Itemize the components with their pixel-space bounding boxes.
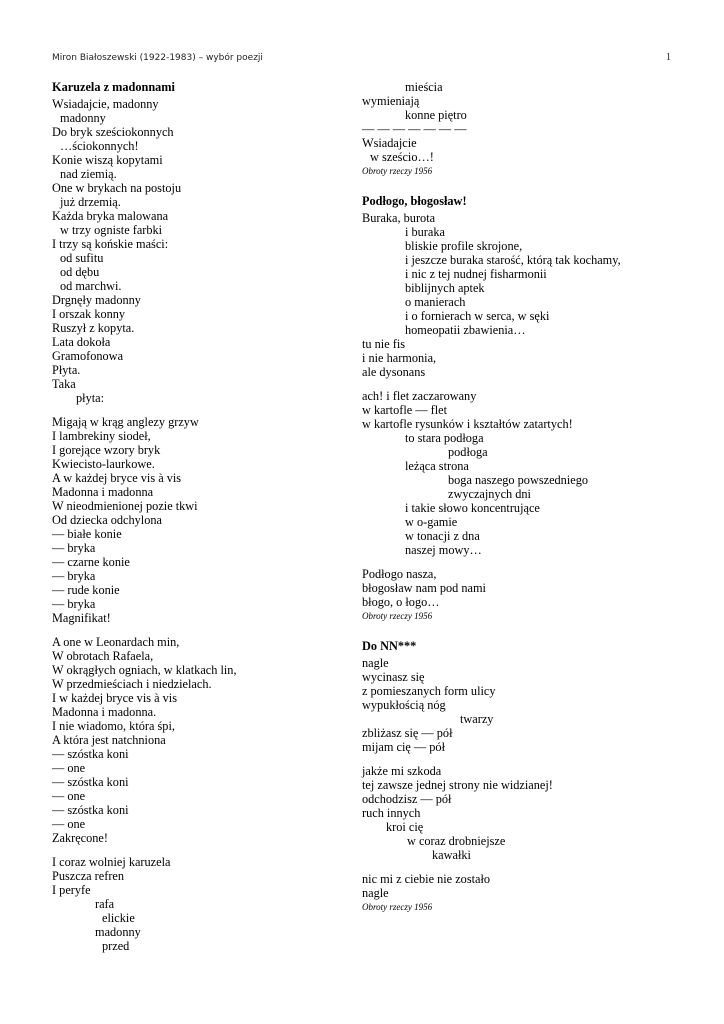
poem-line: …ściokonnych!: [60, 139, 139, 153]
poem-line: W obrotach Rafaela,: [52, 649, 154, 663]
poem-line: nic mi z ciebie nie zostało: [362, 872, 491, 886]
poem-line: Płyta.: [52, 363, 81, 377]
poem-line: od dębu: [60, 265, 100, 279]
poem-line: Kwiecisto-laurkowe.: [52, 457, 155, 471]
stanza-gap: [52, 845, 352, 855]
poem-line: — one: [52, 817, 86, 831]
poem-line: już drzemią.: [60, 195, 121, 209]
poem-line: I w każdej bryce vis à vis: [52, 691, 177, 705]
poem-line: A która jest natchniona: [52, 733, 166, 747]
poem-line: twarzy: [460, 712, 494, 726]
poem-line: W przedmieściach i niedzielach.: [52, 677, 212, 691]
poem-line: to stara podłoga: [405, 431, 484, 445]
poem-line: w kartofle — flet: [362, 403, 448, 417]
poem-line: błogosław nam pod nami: [362, 581, 486, 595]
stanza-gap: [362, 379, 702, 389]
poem-line: i jeszcze buraka starość, którą tak kochamy,: [405, 253, 621, 267]
poem-line: z pomieszanych form ulicy: [362, 684, 496, 698]
poem-line: konne piętro: [405, 108, 467, 122]
poem-line: Magnifikat!: [52, 611, 111, 625]
poem-line: I orszak konny: [52, 307, 126, 321]
poem-line: I coraz wolniej karuzela: [52, 855, 171, 869]
poem-line: ale dysonans: [362, 365, 426, 379]
poem-line: — szóstka koni: [52, 803, 129, 817]
poem-line: jakże mi szkoda: [362, 764, 442, 778]
stanza-gap: [362, 178, 702, 194]
poem-line: od sufitu: [60, 251, 104, 265]
poem-line: Ruszył z kopyta.: [52, 321, 135, 335]
poem-column-right: [362, 80, 702, 914]
poem-line: W okrągłych ogniach, w klatkach lin,: [52, 663, 237, 677]
poem-line: w sześcio…!: [370, 150, 434, 164]
poem-line: — białe konie: [52, 527, 122, 541]
poem-line: homeopatii zbawienia…: [405, 323, 526, 337]
poem-line: w tonacji z dna: [405, 529, 480, 543]
poem-line: zbliżasz się — pół: [362, 726, 453, 740]
poem-line: — bryka: [52, 541, 96, 555]
poem-line: A w każdej bryce vis à vis: [52, 471, 182, 485]
poem-line: Puszcza refren: [52, 869, 125, 883]
poem-line: Do bryk sześciokonnych: [52, 125, 174, 139]
poem-line: rafa: [95, 897, 115, 911]
poem-line: nad ziemią.: [60, 167, 117, 181]
poem-line: w coraz drobniejsze: [407, 834, 506, 848]
source-note: Obroty rzeczy 1956: [362, 611, 433, 621]
poem-line: i nie harmonia,: [362, 351, 437, 365]
poem-line: W nieodmienionej pozie tkwi: [52, 499, 198, 513]
poem-line: I peryfe: [52, 883, 91, 897]
poem-line: wycinasz się: [362, 670, 425, 684]
poem-line: od marchwi.: [60, 279, 122, 293]
poem-line: i takie słowo koncentrujące: [405, 501, 540, 515]
stanza-gap: [362, 557, 702, 567]
poem-line: i nic z tej nudnej fisharmonii: [405, 267, 547, 281]
poem-line: płyta:: [76, 391, 105, 405]
poem-line: leżąca strona: [405, 459, 469, 473]
poem-title: Podłogo, błogosław!: [362, 194, 467, 208]
poem-line: Zakręcone!: [52, 831, 108, 845]
poem-line: zwyczajnych dni: [448, 487, 531, 501]
poem-line: Migają w krąg anglezy grzyw: [52, 415, 199, 429]
source-note: Obroty rzeczy 1956: [362, 166, 433, 176]
poem-line: o manierach: [405, 295, 466, 309]
poem-line: One w brykach na postoju: [52, 181, 182, 195]
poem-line: Konie wiszą kopytami: [52, 153, 163, 167]
poem-line: — bryka: [52, 597, 96, 611]
stanza-gap: [52, 405, 352, 415]
poem-line: wypukłością nóg: [362, 698, 446, 712]
poem-line: nagle: [362, 886, 389, 900]
poem-line: Taka: [52, 377, 76, 391]
poem-line: I gorejące wzory bryk: [52, 443, 161, 457]
page-number: 1: [666, 52, 671, 63]
poem-line: podłoga: [448, 445, 488, 459]
poem-line: biblijnych aptek: [405, 281, 485, 295]
poem-line: — rude konie: [52, 583, 120, 597]
poem-line: — — — — — — —: [362, 122, 467, 136]
poem-line: — bryka: [52, 569, 96, 583]
poem-line: Wsiadajcie, madonny: [52, 97, 159, 111]
poem-line: w kartofle rysunków i kształtów zatartych!: [362, 417, 573, 431]
poem-line: w o-gamie: [405, 515, 458, 529]
poem-line: elickie: [102, 911, 135, 925]
poem-line: madonny: [95, 925, 141, 939]
poem-line: ach! i flet zaczarowany: [362, 389, 477, 403]
poem-line: I lambrekiny siodeł,: [52, 429, 151, 443]
poem-line: kawałki: [432, 848, 471, 862]
poem-line: ruch innych: [362, 806, 421, 820]
poem-line: Drgnęły madonny: [52, 293, 141, 307]
poem-line: Każda bryka malowana: [52, 209, 169, 223]
poem-line: nagle: [362, 656, 389, 670]
poem-line: A one w Leonardach min,: [52, 635, 180, 649]
poem-line: tu nie fis: [362, 337, 406, 351]
poem-line: błogo, o łogo…: [362, 595, 440, 609]
poem-line: bliskie profile skrojone,: [405, 239, 523, 253]
poem-line: Lata dokoła: [52, 335, 111, 349]
poem-line: I nie wiadomo, która śpi,: [52, 719, 175, 733]
poem-column-left: [52, 80, 352, 953]
poem-line: Od dziecka odchylona: [52, 513, 162, 527]
poem-line: — szóstka koni: [52, 775, 129, 789]
poem-title: Karuzela z madonnami: [52, 80, 175, 94]
poem-line: — czarne konie: [52, 555, 130, 569]
poem-line: naszej mowy…: [405, 543, 482, 557]
poem-line: Madonna i madonna: [52, 485, 154, 499]
poem-line: — szóstka koni: [52, 747, 129, 761]
poem-line: i buraka: [405, 225, 445, 239]
source-note: Obroty rzeczy 1956: [362, 902, 433, 912]
stanza-gap: [52, 625, 352, 635]
poem-line: i o fornierach w serca, w sęki: [405, 309, 550, 323]
poem-line: — one: [52, 761, 86, 775]
poem-line: wymieniają: [362, 94, 420, 108]
poem-line: Podłogo nasza,: [362, 567, 437, 581]
poem-line: — one: [52, 789, 86, 803]
poem-line: przed: [102, 939, 130, 953]
poem-line: mieścia: [405, 80, 443, 94]
poem-line: boga naszego powszedniego: [448, 473, 589, 487]
poem-line: mijam cię — pół: [362, 740, 445, 754]
poem-line: Gramofonowa: [52, 349, 124, 363]
stanza-gap: [362, 623, 702, 639]
stanza-gap: [362, 754, 702, 764]
poem-line: Buraka, burota: [362, 211, 436, 225]
poem-line: odchodzisz — pół: [362, 792, 452, 806]
stanza-gap: [362, 862, 702, 872]
poem-line: I trzy są końskie maści:: [52, 237, 169, 251]
poem-line: madonny: [60, 111, 106, 125]
poem-line: tej zawsze jednej strony nie widzianej!: [362, 778, 553, 792]
poem-title: Do NN***: [362, 639, 417, 653]
running-header: Miron Białoszewski (1922-1983) – wybór poezji: [52, 53, 263, 63]
poem-line: Wsiadajcie: [362, 136, 417, 150]
poem-line: kroi cię: [386, 820, 424, 834]
poem-line: w trzy ogniste farbki: [60, 223, 163, 237]
poem-line: Madonna i madonna.: [52, 705, 157, 719]
